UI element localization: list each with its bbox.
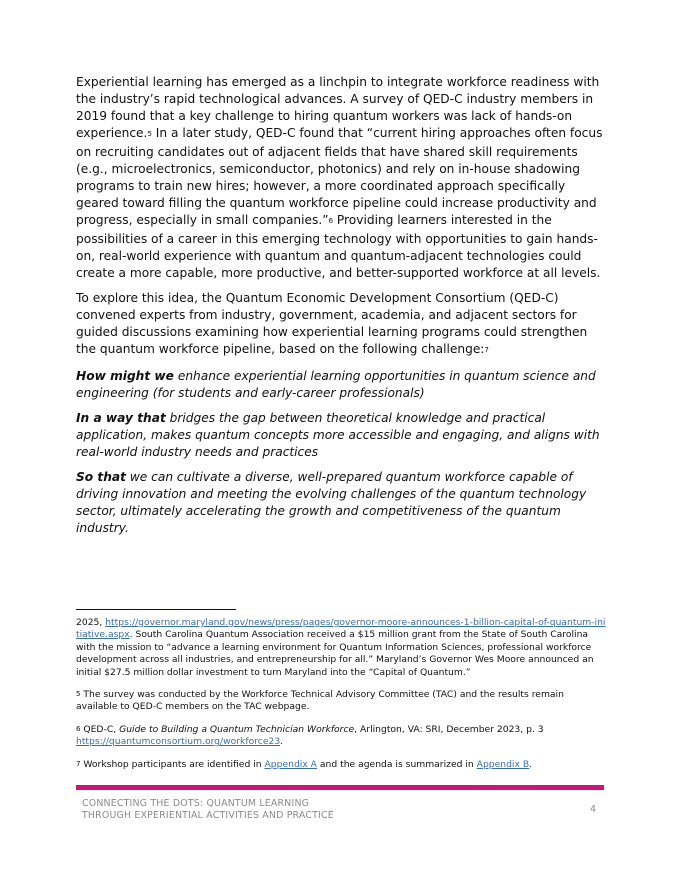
page-number: 4 — [590, 804, 597, 815]
challenge-in-a-way-that: In a way that bridges the gap between theoretical knowledge and practical application, makes quantum concepts more accessible and engaging, and aligns with real-world industry needs and practices — [76, 411, 600, 459]
main-content — [76, 74, 606, 545]
challenge-so-that: So that we can cultivate a diverse, well-prepared quantum workforce capable of driving innovation and meeting the evolving challenges of the quantum technology sector, ultimately accelerating the growth and competitiveness of the quantum industry. — [76, 470, 587, 535]
footnotes — [76, 617, 606, 781]
footnote-continuation: 2025, https://governor.maryland.gov/news/press/pages/governor-moore-announces-1-billion-capital-of-quantum-initiative.aspx. South Carolina Quantum Association received a $15 million grant from the State of South Carolina with the mission to “advance a learning environment for Quantum Information Sciences, professional workforce development across all industries, and entrepreneurship for all.” Maryland’s Governor Wes Moore announced an initial $27.5 million dollar investment to turn Maryland into the “Capital of Quantum.” — [76, 617, 606, 678]
appendix-a-link[interactable]: Appendix A — [264, 758, 317, 770]
footnote-ref-6[interactable]: 6 — [328, 216, 334, 225]
footnote-ref-5[interactable]: 5 — [147, 129, 152, 138]
appendix-b-link[interactable]: Appendix B — [476, 758, 530, 770]
footnote-divider — [76, 609, 236, 610]
paragraph-intro: Experiential learning has emerged as a linchpin to integrate workforce readiness with the industry’s rapid technological advances. A survey of QED-C industry members in 2019 found that a key challenge to hiring quantum workers was lack of hands-on experience.$^5$ In a later study, QED-C found that “current hiring approaches often focus on recruiting candidates out of adjacent fields that have shared skill requirements (e.g., microelectronics, semiconductor, photonics) and rely on in-house shadowing programs to train new hires; however, a more coordinated approach specifically geared toward filling the quantum workforce pipeline could increase productivity and progress, especially in small companies.”$^6$ Providing learners interested in the possibilities of a career in this emerging technology with opportunities to gain hands-on, real-world experience with quantum and quantum-adjacent technologies could create a more capable, more productive, and better-supported workforce at all levels. — [76, 75, 603, 280]
challenge-how-might-we: How might we enhance experiential learning opportunities in quantum science and engineering (for students and early-career professionals) — [76, 369, 596, 400]
footnote-7: $^7$ Workshop participants are identified in Appendix A and the agenda is summarized in Appendix B. — [76, 758, 533, 770]
workforce23-link[interactable]: https://quantumconsortium.org/workforce23 — [76, 736, 281, 748]
paragraph-explore: To explore this idea, the Quantum Economic Development Consortium (QED-C) convened experts from industry, government, academia, and adjacent sectors for guided discussions examining how experiential learning programs could strengthen the quantum workforce pipeline, based on the following challenge:$^7$ — [76, 291, 588, 356]
footnote-5: $^5$ The survey was conducted by the Workforce Technical Advisory Committee (TAC) and the results remain available to QED-C members on the TAC webpage. — [76, 689, 564, 713]
footnote-6: $^6$ QED-C, Guide to Building a Quantum Technician Workforce, Arlington, VA: SRI, December 2023, p. 3 https://quantumconsortium.org/workforce23. — [76, 723, 544, 748]
maryland-governor-link[interactable]: https://governor.maryland.gov/news/press/pages/governor-moore-announces-1-billion-capital-of-quantum-initiative.aspx — [76, 617, 606, 641]
footnote-ref-7[interactable]: 7 — [484, 345, 489, 354]
footer-document-title: CONNECTING THE DOTS: QUANTUM LEARNING THROUGH EXPERIENTIAL ACTIVITIES AND PRACTICE — [82, 798, 334, 821]
footer-accent-bar — [76, 785, 604, 790]
